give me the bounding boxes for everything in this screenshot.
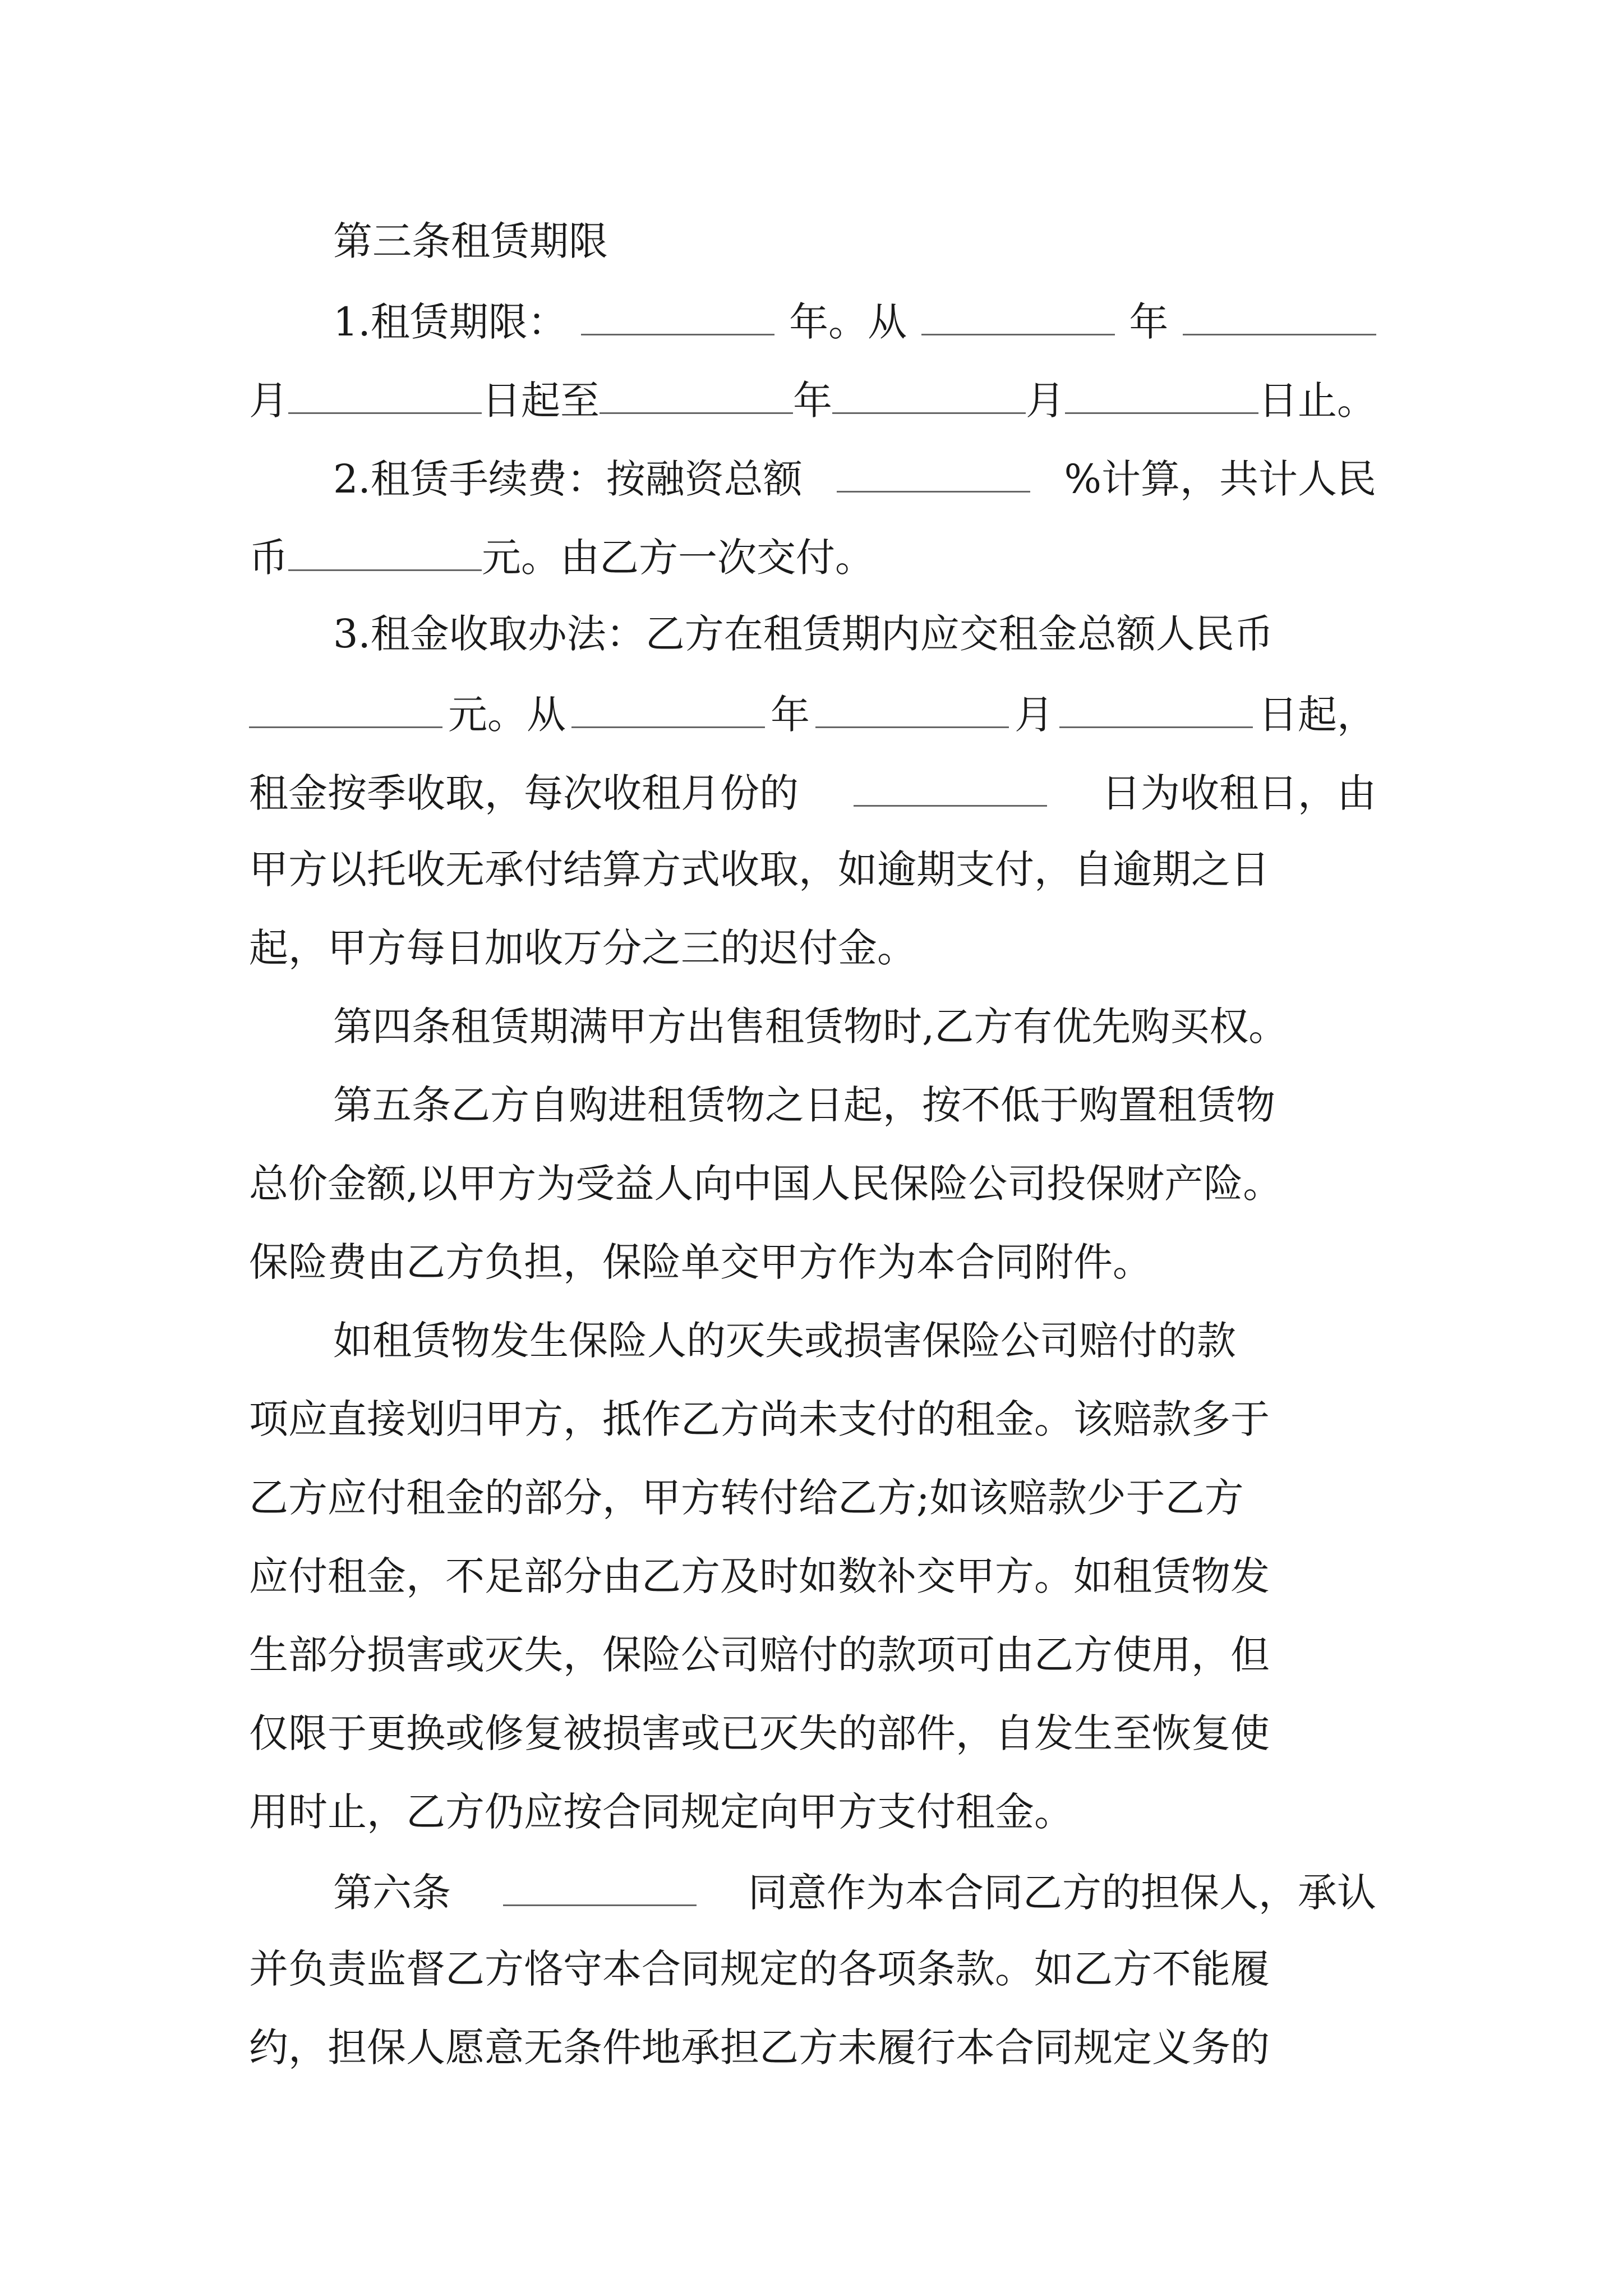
article-4 — [249, 996, 1376, 1074]
article-3-item-3-line-2 — [249, 682, 1376, 760]
article-5-line-1 — [249, 1074, 1376, 1153]
article-6-line-2 — [249, 1938, 1376, 2017]
rent-start-day-blank[interactable] — [1059, 682, 1253, 728]
end-day-blank[interactable] — [1065, 367, 1258, 414]
rent-total-blank[interactable] — [249, 682, 442, 728]
rent-from-text: 元。从 — [448, 692, 566, 738]
lease-term-from-text: 年。从 — [789, 299, 907, 345]
year-text: 年 — [1129, 299, 1169, 345]
insurance-paragraph-text: 乙方应付租金的部分，甲方转付给乙方;如该赔款少于乙方 — [249, 1475, 1244, 1521]
article-6-label: 第六条 — [333, 1870, 451, 1916]
insurance-paragraph-line-4 — [249, 1545, 1376, 1624]
collection-method-text: 甲方以托收无承付结算方式收取，如逾期支付，自逾期之日 — [249, 846, 1270, 892]
article-3-item-3-line-1 — [249, 603, 1376, 682]
article-5-text: 保险费由乙方负担，保险单交甲方作为本合同附件。 — [249, 1239, 1152, 1285]
collection-day-text: 日为收租日，由 — [1101, 770, 1376, 816]
insurance-paragraph-line-1 — [249, 1310, 1376, 1388]
article-3-item-1-line-2 — [249, 367, 1376, 446]
fee-payment-text: 元。由乙方一次交付。 — [482, 535, 874, 581]
quarterly-collection-text: 租金按季收取，每次收租月份的 — [249, 770, 799, 816]
insurance-paragraph-line-5 — [249, 1624, 1376, 1703]
lease-term-years-blank[interactable] — [581, 289, 774, 335]
rent-method-text: 3.租金收取办法：乙方在租赁期内应交租金总额人民币 — [333, 611, 1274, 657]
day-from-text: 日起， — [1258, 692, 1376, 738]
start-until-text: 日起至 — [482, 378, 600, 424]
year-text: 年 — [793, 378, 832, 424]
insurance-paragraph-text: 项应直接划归甲方，抵作乙方尚未支付的租金。该赔款多于 — [249, 1396, 1270, 1442]
article-3-item-1-line-1 — [249, 289, 1376, 367]
article-5-text: 第五条乙方自购进租赁物之日起，按不低于购置租赁物 — [333, 1082, 1275, 1128]
month-text: 月 — [1015, 692, 1054, 738]
handling-fee-label: 2.租赁手续费：按融资总额 — [333, 456, 803, 502]
insurance-paragraph-line-2 — [249, 1388, 1376, 1467]
end-text: 日止。 — [1258, 378, 1376, 424]
article-3-item-3-line-3 — [249, 760, 1376, 839]
article-5-text: 总价金额,以甲方为受益人向中国人民保险公司投保财产险。 — [249, 1161, 1283, 1207]
rent-start-month-blank[interactable] — [815, 682, 1009, 728]
insurance-paragraph-text: 仅限于更换或修复被损害或已灭失的部件，自发生至恢复使 — [249, 1710, 1270, 1756]
start-day-blank[interactable] — [288, 367, 482, 414]
fee-percent-blank[interactable] — [837, 446, 1030, 493]
insurance-paragraph-line-3 — [249, 1467, 1376, 1545]
article-3-heading — [249, 210, 1376, 289]
insurance-paragraph-text: 用时止，乙方仍应按合同规定向甲方支付租金。 — [249, 1789, 1073, 1835]
article-4-text: 第四条租赁期满甲方出售租赁物时,乙方有优先购买权。 — [333, 1004, 1288, 1050]
article-6-line-1 — [249, 1860, 1376, 1938]
month-text: 月 — [249, 378, 288, 424]
end-year-blank[interactable] — [600, 367, 793, 414]
article-6-text: 同意作为本合同乙方的担保人，承认 — [748, 1870, 1376, 1916]
late-fee-text: 起，甲方每日加收万分之三的迟付金。 — [249, 925, 916, 971]
article-6-line-3 — [249, 2017, 1376, 2095]
article-6-text: 约，担保人愿意无条件地承担乙方未履行本合同规定义务的 — [249, 2024, 1270, 2070]
collection-day-blank[interactable] — [854, 760, 1047, 807]
currency-text: 币 — [249, 535, 288, 581]
insurance-paragraph-line-7 — [249, 1781, 1376, 1860]
insurance-paragraph-text: 如租赁物发生保险人的灭失或损害保险公司赔付的款 — [333, 1318, 1236, 1364]
start-month-blank[interactable] — [1183, 289, 1376, 335]
year-text: 年 — [771, 692, 810, 738]
fee-amount-blank[interactable] — [288, 524, 482, 571]
article-3-item-3-line-4 — [249, 839, 1376, 917]
insurance-paragraph-text: 应付租金，不足部分由乙方及时如数补交甲方。如租赁物发 — [249, 1553, 1270, 1599]
lease-term-label: 1.租赁期限： — [333, 299, 567, 345]
end-month-blank[interactable] — [832, 367, 1026, 414]
article-6-text: 并负责监督乙方恪守本合同规定的各项条款。如乙方不能履 — [249, 1946, 1270, 1992]
start-year-blank[interactable] — [921, 289, 1115, 335]
handling-fee-text: %计算，共计人民 — [1064, 456, 1376, 502]
article-3-item-2-line-1 — [249, 446, 1376, 524]
rent-start-year-blank[interactable] — [571, 682, 765, 728]
article-5-line-3 — [249, 1231, 1376, 1310]
month-text: 月 — [1026, 378, 1065, 424]
article-3-item-2-line-2 — [249, 524, 1376, 603]
article-3-item-3-line-5 — [249, 917, 1376, 996]
insurance-paragraph-text: 生部分损害或灭失，保险公司赔付的款项可由乙方使用，但 — [249, 1632, 1270, 1678]
guarantor-name-blank[interactable] — [503, 1860, 697, 1906]
insurance-paragraph-line-6 — [249, 1703, 1376, 1781]
article-3-heading-text: 第三条租赁期限 — [333, 218, 608, 264]
article-5-line-2 — [249, 1153, 1376, 1231]
